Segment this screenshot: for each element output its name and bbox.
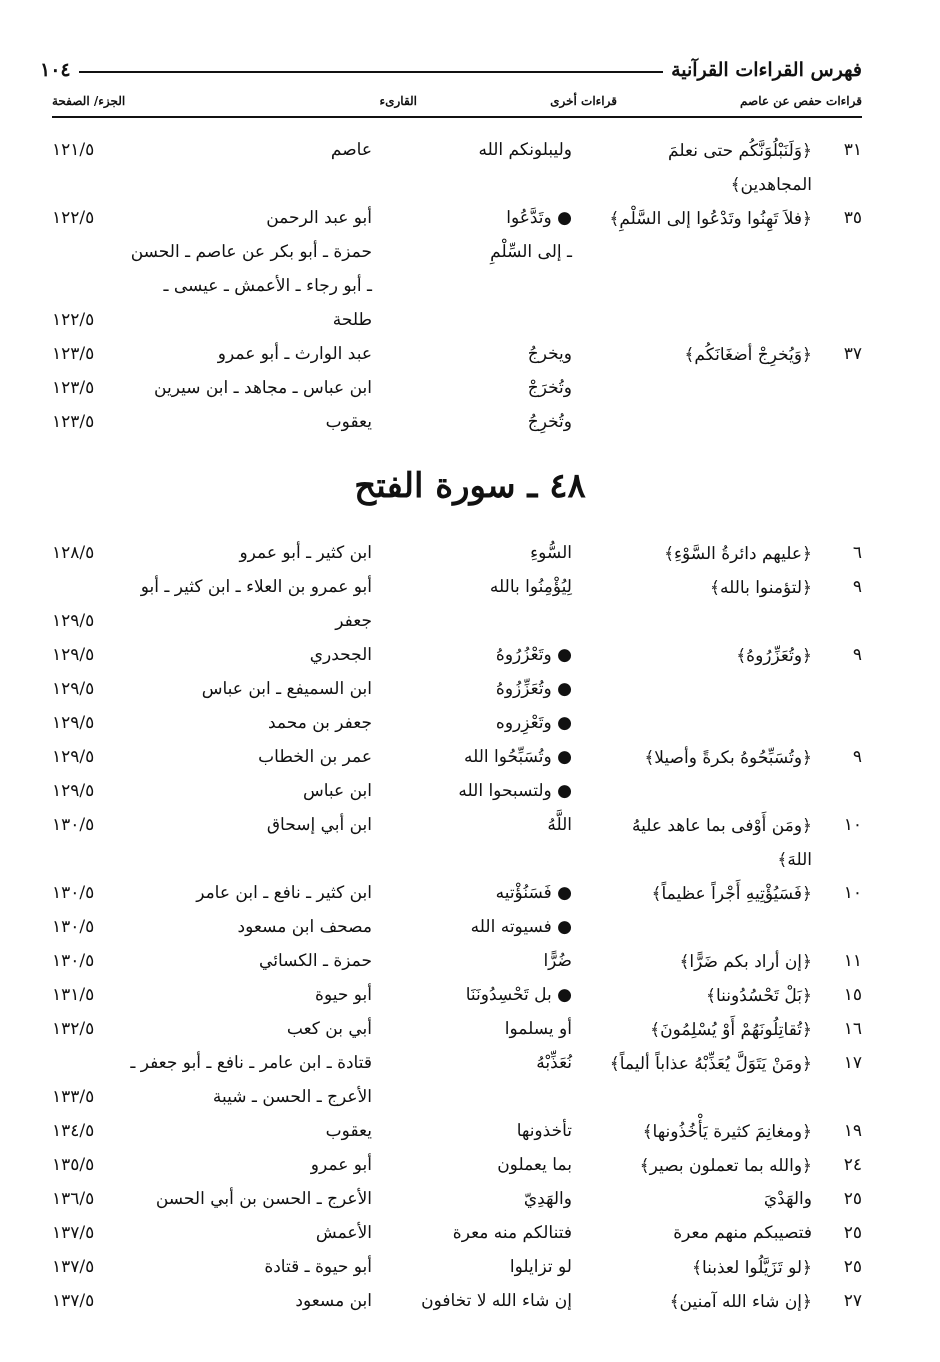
other-reading: ● فَسَنُؤْتيه xyxy=(495,883,572,903)
other-reading: وليبلونكم الله xyxy=(478,140,572,160)
verse-number: ٢٧ xyxy=(843,1291,862,1311)
volume-page: ١٣١/٥ xyxy=(52,985,95,1005)
volume-page: ١٣٧/٥ xyxy=(52,1291,95,1311)
reader-name: جعفر بن محمد xyxy=(267,713,372,733)
verse-number: ١١ xyxy=(843,951,862,971)
reader-name: مصحف ابن مسعود xyxy=(237,917,372,937)
column-header-reader: القارىء xyxy=(379,94,417,108)
hafs-reading: ﴿فلاَ تَهِنُوا وتَدْعُوا إلى السَّلْمِ﴾ xyxy=(609,209,812,229)
other-reading: فتنالكم منه معرة xyxy=(452,1223,572,1243)
reader-name: عبد الوارث ـ أبو عمرو xyxy=(217,344,372,364)
volume-page: ١٣٧/٥ xyxy=(52,1223,95,1243)
running-header xyxy=(40,52,862,88)
verse-number: ٣٥ xyxy=(843,208,862,228)
volume-page: ١٢٩/٥ xyxy=(52,781,95,801)
other-reading: لِيُؤْمِنُوا بالله xyxy=(489,577,572,597)
table-row xyxy=(0,979,940,1013)
volume-page: ١٢٣/٥ xyxy=(52,344,95,364)
volume-page: ١٢١/٥ xyxy=(52,140,95,160)
volume-page: ١٢٩/٥ xyxy=(52,679,95,699)
column-header-hafs: قراءات حفص عن عاصم xyxy=(740,94,862,108)
reader-name: أبو عمرو xyxy=(310,1155,372,1175)
other-reading: ● وتُعَزِّزُوهُ xyxy=(495,679,572,699)
table-row xyxy=(0,1251,940,1285)
verse-number: ٩ xyxy=(852,645,862,665)
volume-page: ١٣٤/٥ xyxy=(52,1121,95,1141)
table-row xyxy=(0,168,940,202)
reader-name: أبو حيوة ـ قتادة xyxy=(264,1257,372,1277)
reader-name: قتادة ـ ابن عامر ـ نافع ـ أبو جعفر ـ xyxy=(130,1053,372,1073)
other-reading: ضُرًّا xyxy=(543,951,572,971)
reader-name: حمزة ـ الكسائي xyxy=(259,951,372,971)
other-reading: تأخذونها xyxy=(516,1121,572,1141)
hafs-reading: ﴿تُقاتِلُونَهُمْ أَوْ يُسْلِمُونَ﴾ xyxy=(650,1020,812,1040)
reader-name: يعقوب xyxy=(325,412,372,432)
volume-page: ١٢٩/٥ xyxy=(52,747,95,767)
table-row xyxy=(0,843,940,877)
volume-page: ١٣٠/٥ xyxy=(52,883,95,903)
hafs-reading: والهَدْيَ xyxy=(763,1189,812,1209)
hafs-reading: ﴿لو تَزَيَّلُوا لعذبنا﴾ xyxy=(691,1258,812,1278)
table-row xyxy=(0,605,940,639)
other-reading: إن شاء الله لا تخافون xyxy=(421,1291,572,1311)
hafs-reading: ﴿لتؤمنوا بالله﴾ xyxy=(710,578,812,598)
reader-name: ابن عباس xyxy=(302,781,372,801)
verse-number: ١٥ xyxy=(843,985,862,1005)
reader-name: ابن السميفع ـ ابن عباس xyxy=(201,679,372,699)
verse-number: ٩ xyxy=(852,577,862,597)
verse-number: ٢٥ xyxy=(843,1257,862,1277)
hafs-reading: اللهَ﴾ xyxy=(777,850,812,870)
reader-name: طلحة xyxy=(332,310,372,330)
other-reading: ● وتُسَبِّحُوا الله xyxy=(463,747,572,767)
table-row xyxy=(0,1081,940,1115)
reader-name: أبي بن كعب xyxy=(286,1019,372,1039)
reader-name: عاصم xyxy=(330,140,372,160)
other-reading: ● فسيوته الله xyxy=(470,917,572,937)
volume-page: ١٣٠/٥ xyxy=(52,951,95,971)
reader-name: جعفر xyxy=(335,611,372,631)
other-reading: والهَدِيّ xyxy=(523,1189,572,1209)
table-row xyxy=(0,809,940,843)
hafs-reading: ﴿وتُعَزِّرُوهُ﴾ xyxy=(736,646,812,666)
other-reading: ● بل تَحْسِدُونَنَا xyxy=(465,985,572,1005)
reader-name: ابن أبي إسحاق xyxy=(266,815,372,835)
other-reading: ● وتَعْزُرُوهُ xyxy=(495,645,572,665)
verse-number: ٢٥ xyxy=(843,1189,862,1209)
hafs-reading: ﴿والله بما تعملون بصير﴾ xyxy=(639,1156,812,1176)
table-row xyxy=(0,877,940,911)
surah-heading: ٤٨ ـ سورة الفتح xyxy=(354,466,586,506)
volume-page: ١٢٢/٥ xyxy=(52,310,95,330)
table-row xyxy=(0,1183,940,1217)
verse-number: ٣١ xyxy=(843,140,862,160)
hafs-reading: ﴿إن شاء الله آمنين﴾ xyxy=(669,1292,812,1312)
hafs-reading: ﴿إن أراد بكم ضَرًّا﴾ xyxy=(679,952,812,972)
reader-name: أبو عمرو بن العلاء ـ ابن كثير ـ أبو xyxy=(140,577,372,597)
header-rule xyxy=(79,71,663,73)
verse-number: ٣٧ xyxy=(843,344,862,364)
verse-number: ١٠ xyxy=(843,815,862,835)
volume-page: ١٣٢/٥ xyxy=(52,1019,95,1039)
table-row xyxy=(0,338,940,372)
table-row xyxy=(0,1047,940,1081)
hafs-reading: ﴿وَيُخرِجْ أضغَانَكُم﴾ xyxy=(684,345,812,365)
other-reading: ● وتَعْزِروه xyxy=(495,713,572,733)
verse-number: ١٩ xyxy=(843,1121,862,1141)
volume-page: ١٢٢/٥ xyxy=(52,208,95,228)
other-reading: السُّوءِ xyxy=(530,543,572,563)
reader-name: ابن مسعود xyxy=(295,1291,372,1311)
table-row xyxy=(0,134,940,168)
hafs-reading: ﴿فَسَيُؤْتِيهِ أَجْراً عظيماً﴾ xyxy=(651,884,812,904)
table-row xyxy=(0,673,940,707)
verse-number: ٩ xyxy=(852,747,862,767)
table-row xyxy=(0,639,940,673)
other-reading: ـ إلى السِّلْمِ xyxy=(490,242,572,262)
other-reading: نُعَذِّبْهُ xyxy=(536,1053,572,1073)
table-row xyxy=(0,304,940,338)
table-row xyxy=(0,707,940,741)
reader-name: الأعرج ـ الحسن ـ شيبة xyxy=(212,1087,372,1107)
column-header-location: الجزء/ الصفحة xyxy=(52,94,126,108)
reader-name: ابن عباس ـ مجاهد ـ ابن سيرين xyxy=(154,378,372,398)
verse-number: ١٧ xyxy=(843,1053,862,1073)
verse-number: ٦ xyxy=(852,543,862,563)
volume-page: ١٢٣/٥ xyxy=(52,412,95,432)
other-reading: ● وتَدَّعُوا xyxy=(506,208,572,228)
other-reading: وتُخرِجُ xyxy=(527,412,572,432)
other-reading: وتُخرَجْ xyxy=(527,378,572,398)
volume-page: ١٢٩/٥ xyxy=(52,645,95,665)
verse-number: ٢٥ xyxy=(843,1223,862,1243)
reader-name: الجحدري xyxy=(309,645,372,665)
reader-name: ـ أبو رجاء ـ الأعمش ـ عيسى ـ xyxy=(163,276,372,296)
other-reading: لو تزايلوا xyxy=(509,1257,572,1277)
volume-page: ١٢٨/٥ xyxy=(52,543,95,563)
hafs-reading: ﴿ومغانِمَ كثيرة يَأْخُذُونها﴾ xyxy=(642,1122,812,1142)
volume-page: ١٢٩/٥ xyxy=(52,611,95,631)
table-row xyxy=(0,1115,940,1149)
hafs-reading: ﴿وتُسَبِّحُوهُ بكرةً وأصيلا﴾ xyxy=(644,748,812,768)
table-row xyxy=(0,945,940,979)
volume-page: ١٣٥/٥ xyxy=(52,1155,95,1175)
volume-page: ١٣٧/٥ xyxy=(52,1257,95,1277)
other-reading: ويخرجُ xyxy=(527,344,572,364)
reader-name: عمر بن الخطاب xyxy=(258,747,372,767)
header-title: فهرس القراءات القرآنية xyxy=(671,59,862,81)
verse-number: ١٦ xyxy=(843,1019,862,1039)
hafs-reading: ﴿عليهم دائرةُ السَّوْءِ﴾ xyxy=(664,544,812,564)
other-reading: اللَّهُ xyxy=(547,815,572,835)
column-headers xyxy=(52,94,862,118)
volume-page: ١٢٣/٥ xyxy=(52,378,95,398)
table-row xyxy=(0,775,940,809)
table-row xyxy=(0,1013,940,1047)
reader-name: أبو حيوة xyxy=(315,985,372,1005)
hafs-reading: ﴿ومَن أَوْفى بما عاهد عليهُ xyxy=(631,816,812,836)
table-row xyxy=(0,202,940,236)
table-row xyxy=(0,571,940,605)
volume-page: ١٣٦/٥ xyxy=(52,1189,95,1209)
hafs-reading: ﴿ومَنْ يَتَوَلَّ يُعَذِّبْهُ عذاباً أليماً﴾ xyxy=(609,1054,812,1074)
page-number: ١٠٤ xyxy=(40,59,71,81)
table-row xyxy=(0,236,940,270)
reader-name: الأعرج ـ الحسن بن أبي الحسن xyxy=(155,1189,372,1209)
table-row xyxy=(0,372,940,406)
reader-name: الأعمش xyxy=(315,1223,372,1243)
table-row xyxy=(0,406,940,440)
table-row xyxy=(0,911,940,945)
table-row xyxy=(0,1285,940,1319)
table-row xyxy=(0,1149,940,1183)
hafs-reading: فتصيبكم منهم معرة xyxy=(673,1223,812,1243)
table-row xyxy=(0,1217,940,1251)
table-row xyxy=(0,270,940,304)
reader-name: يعقوب xyxy=(325,1121,372,1141)
verse-number: ١٠ xyxy=(843,883,862,903)
table-row xyxy=(0,537,940,571)
reader-name: ابن كثير ـ أبو عمرو xyxy=(239,543,372,563)
reader-name: ابن كثير ـ نافع ـ ابن عامر xyxy=(196,883,372,903)
other-reading: ● ولتسبحوا الله xyxy=(458,781,572,801)
hafs-reading: ﴿وَلَنَبْلُوَنَّكُم حتى نعلمَ xyxy=(668,141,812,161)
reader-name: أبو عبد الرحمن xyxy=(266,208,372,228)
verse-number: ٢٤ xyxy=(843,1155,862,1175)
table-row xyxy=(0,741,940,775)
volume-page: ١٣٣/٥ xyxy=(52,1087,95,1107)
column-header-other: قراءات أخرى xyxy=(550,94,617,108)
other-reading: بما يعملون xyxy=(497,1155,572,1175)
volume-page: ١٣٠/٥ xyxy=(52,917,95,937)
hafs-reading: المجاهدين﴾ xyxy=(730,175,812,195)
hafs-reading: ﴿بَلْ تَحْسُدُوننا﴾ xyxy=(706,986,812,1006)
reader-name: حمزة ـ أبو بكر عن عاصم ـ الحسن xyxy=(130,242,372,262)
volume-page: ١٢٩/٥ xyxy=(52,713,95,733)
other-reading: أو يسلموا xyxy=(504,1019,572,1039)
volume-page: ١٣٠/٥ xyxy=(52,815,95,835)
